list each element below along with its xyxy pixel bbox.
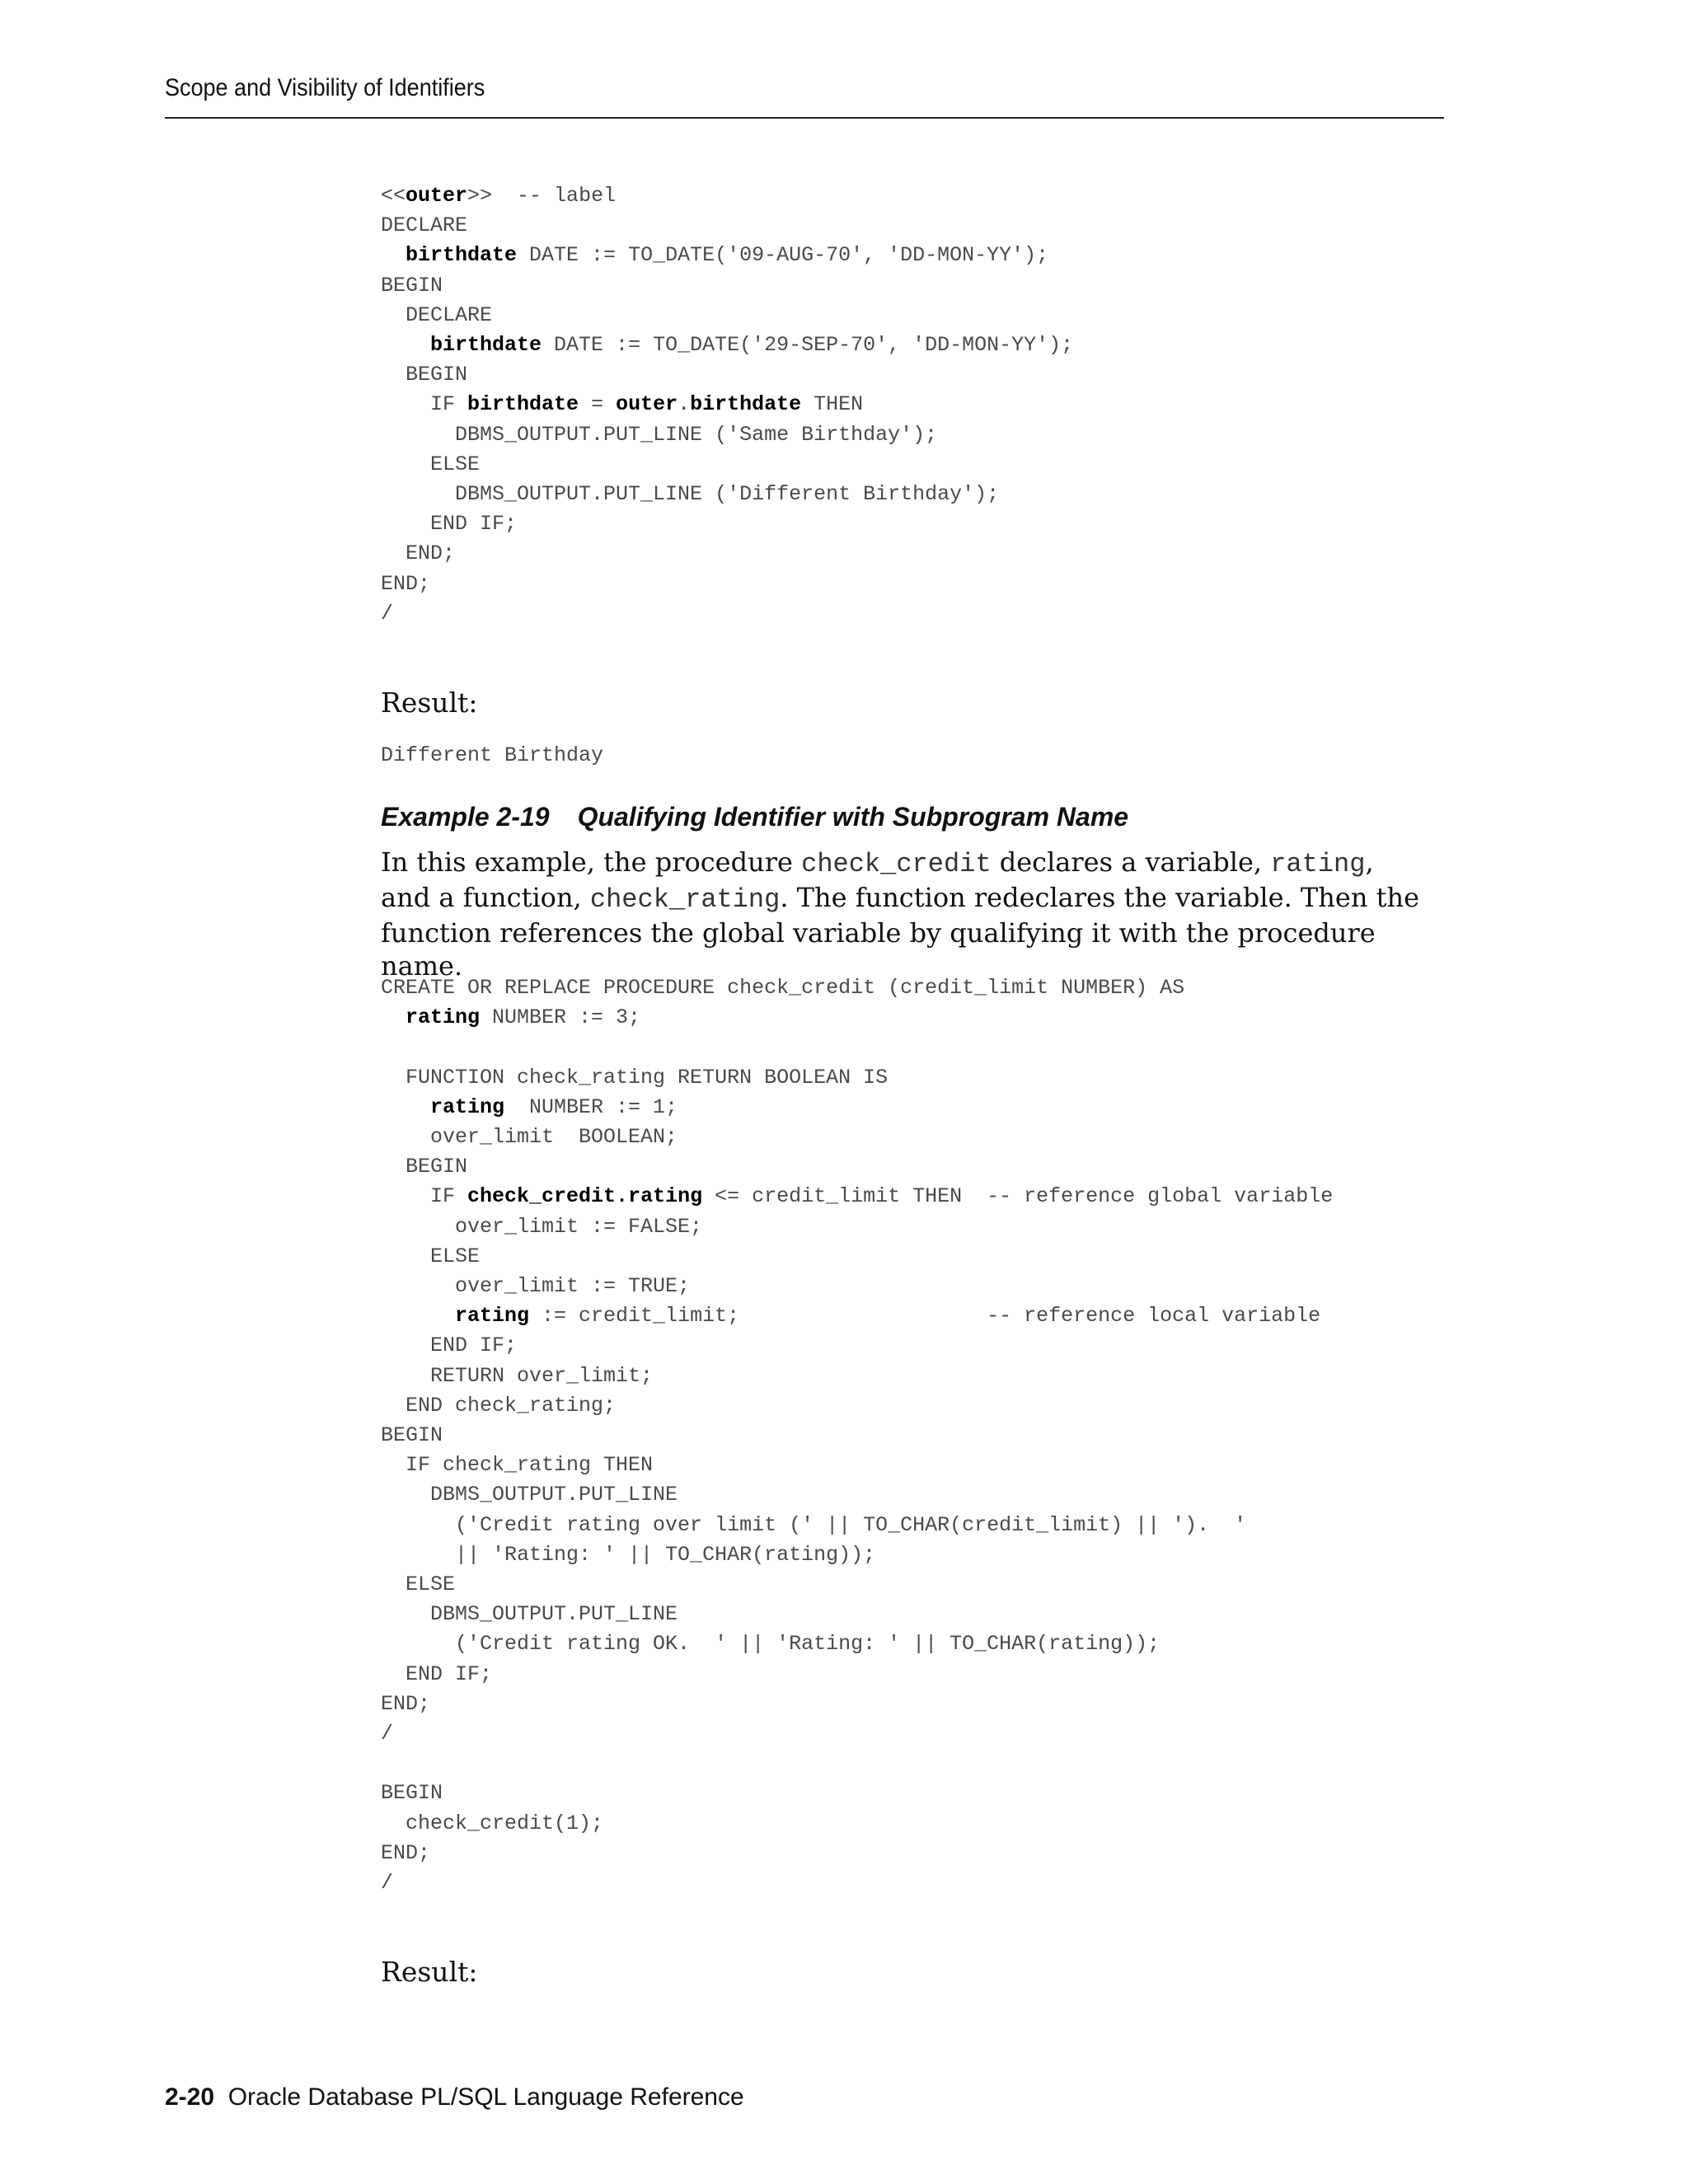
code-line: ELSE xyxy=(381,452,481,476)
code-line: birthdate DATE := TO_DATE('09-AUG-70', 'DD-MON-YY'); xyxy=(406,243,1049,268)
code-line: END; xyxy=(381,541,456,566)
code-line: || 'Rating: ' || TO_CHAR(rating)); xyxy=(381,1542,876,1567)
code-line: IF check_rating THEN xyxy=(381,1453,654,1478)
result-output: Different Birthday xyxy=(381,743,604,767)
inline-code: check_rating xyxy=(589,884,781,915)
code-line: BEGIN xyxy=(381,363,468,387)
code-line: ('Credit rating OK. ' || 'Rating: ' || TO_CHAR(rating)); xyxy=(381,1632,1160,1657)
code-line: ELSE xyxy=(381,1572,456,1597)
code-block-labeled xyxy=(381,181,1073,629)
code-line: over_limit BOOLEAN; xyxy=(381,1125,678,1150)
book-title: Oracle Database PL/SQL Language Reference xyxy=(227,2083,744,2111)
header-rule xyxy=(165,117,1444,119)
code-line: END; xyxy=(381,1840,431,1865)
code-line: over_limit := TRUE; xyxy=(381,1274,691,1299)
code-line: END; xyxy=(381,1691,431,1716)
code-line: DBMS_OUTPUT.PUT_LINE ('Same Birthday'); xyxy=(381,422,938,447)
code-line: END; xyxy=(381,571,431,596)
page-footer xyxy=(165,2083,744,2111)
inline-code: rating xyxy=(1270,849,1366,879)
code-line: DECLARE xyxy=(381,302,493,327)
code-line: DBMS_OUTPUT.PUT_LINE xyxy=(381,1483,678,1507)
code-line: BEGIN xyxy=(381,1423,443,1448)
code-line: END check_rating; xyxy=(381,1393,617,1418)
code-block-procedure xyxy=(381,973,1333,1898)
code-line: / xyxy=(381,1871,394,1896)
code-line: rating NUMBER := 3; xyxy=(406,1005,641,1030)
code-line: birthdate DATE := TO_DATE('29-SEP-70', 'DD-MON-YY'); xyxy=(430,333,1074,358)
code-line: BEGIN xyxy=(381,1781,443,1806)
code-line: / xyxy=(381,601,394,626)
example-description: In this example, the procedure check_credit declares a variable, rating, and a function, check_rating. The function redeclares the variable. Then the function references the global variable by qualifying it with the procedure name. xyxy=(381,846,1419,982)
code-line: / xyxy=(381,1722,394,1746)
code-line: ('Credit rating over limit (' || TO_CHAR(credit_limit) || '). ' xyxy=(381,1512,1247,1537)
code-line: DBMS_OUTPUT.PUT_LINE xyxy=(381,1602,678,1627)
code-line: IF check_credit.rating <= credit_limit THEN -- reference global variable xyxy=(381,1184,1334,1209)
code-line: rating NUMBER := 1; xyxy=(430,1094,678,1119)
code-line: check_credit(1); xyxy=(381,1811,604,1835)
code-line: <<outer>> -- label xyxy=(381,184,617,208)
code-line: rating := credit_limit; -- reference local variable xyxy=(455,1304,1321,1329)
code-line: DECLARE xyxy=(381,213,468,238)
inline-code: check_credit xyxy=(801,849,992,879)
code-line: over_limit := FALSE; xyxy=(381,1214,703,1239)
code-line: FUNCTION check_rating RETURN BOOLEAN IS xyxy=(381,1065,889,1090)
code-line: ELSE xyxy=(381,1244,481,1268)
code-line: RETURN over_limit; xyxy=(381,1363,654,1388)
code-line: DBMS_OUTPUT.PUT_LINE ('Different Birthday'); xyxy=(381,482,1000,507)
page-number: 2-20 xyxy=(165,2083,215,2111)
example-title-text: Qualifying Identifier with Subprogram Name xyxy=(577,802,1129,832)
code-line: END IF; xyxy=(381,1333,518,1358)
code-line: END IF; xyxy=(381,512,518,537)
example-number: Example 2-19 xyxy=(381,802,550,832)
result-label: Result: xyxy=(381,687,478,719)
code-line: BEGIN xyxy=(381,1155,468,1179)
code-line: IF birthdate = outer.birthdate THEN xyxy=(381,392,864,417)
code-line: END IF; xyxy=(381,1661,493,1686)
code-line: CREATE OR REPLACE PROCEDURE check_credit (credit_limit NUMBER) AS xyxy=(381,976,1185,1000)
result-label: Result: xyxy=(381,1956,478,1988)
example-title xyxy=(381,802,1128,832)
running-header: Scope and Visibility of Identifiers xyxy=(165,74,485,101)
code-line: BEGIN xyxy=(381,273,443,298)
